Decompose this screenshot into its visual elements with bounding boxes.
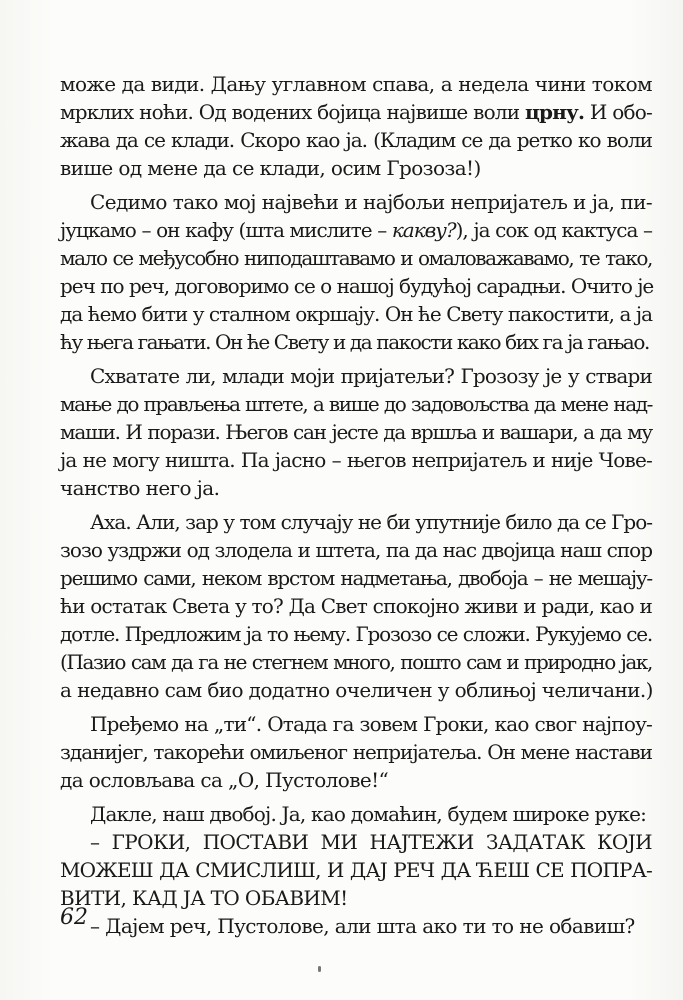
text-line	[60, 508, 652, 536]
italic-word: какву?	[391, 218, 456, 242]
text-line	[60, 70, 652, 98]
text-line	[60, 766, 652, 794]
text-line	[60, 648, 652, 676]
text-line	[60, 884, 652, 912]
text-line	[60, 564, 652, 592]
text-line	[60, 828, 652, 856]
text-line	[60, 188, 652, 216]
text-span: ћи остатак Света у то? Да Свет спокојно живи и ради, као и	[60, 594, 652, 618]
text-span: жава да се клади. Скоро као ја. (Кладим се да ретко ко воли	[60, 128, 652, 152]
text-span: зданијег, такорећи омиљеног непријатеља. Он мене настави	[60, 740, 652, 764]
text-line	[60, 300, 652, 328]
text-line	[60, 390, 652, 418]
text-span: реч по реч, договоримо се о нашој будућој сарадњи. Очито је	[60, 274, 654, 298]
text-line	[60, 474, 652, 502]
text-span: да ћемо бити у сталном окршају. Он ће Свету пакостити, а ја	[60, 302, 652, 326]
text-line	[60, 244, 652, 272]
text-span: Пређемо на „ти“. Отада га зовем Гроки, као свог најпоу-	[90, 712, 652, 736]
text-span: Седимо тако мој највећи и најбољи непријатељ и ја, пи-	[90, 190, 652, 214]
text-span: дотле. Предложим ја то њему. Грозозо се сложи. Рукујемо се.	[60, 622, 652, 646]
text-line	[60, 328, 652, 356]
text-span: МОЖЕШ ДА СМИСЛИШ, И ДАЈ РЕЧ ДА ЋЕШ СЕ ПОПРА-	[60, 858, 652, 882]
text-span: ВИТИ, КАД ЈА ТО ОБАВИМ!	[60, 886, 348, 910]
text-span: решимо сами, неком врстом надметања, двобоја – не мешају-	[60, 566, 652, 590]
text-span: да ословљава са „О, Пустолове!“	[60, 768, 389, 792]
text-line	[60, 272, 652, 300]
text-span: ја не могу ништа. Па јасно – његов непријатељ и није Човe-	[60, 448, 652, 472]
text-span: – ГРОКИ, ПОСТАВИ МИ НАЈТЕЖИ ЗАДАТАК КОЈИ	[90, 830, 652, 854]
text-line	[60, 362, 652, 390]
text-span: И обо-	[584, 100, 652, 124]
text-span: Дакле, наш двобој. Ја, као домаћин, будем широке руке:	[90, 802, 647, 826]
paper-speck	[318, 966, 321, 972]
text-line	[60, 418, 652, 446]
text-line	[60, 98, 652, 126]
text-span: ћу њега гањати. Он ће Свету и да пакости како бих га ја гањао.	[60, 330, 649, 354]
text-line	[60, 126, 652, 154]
text-span: мрклих ноћи. Од водених бојица највише воли	[60, 100, 526, 124]
text-line	[60, 738, 652, 766]
text-line	[60, 676, 652, 704]
text-line	[60, 912, 652, 940]
body-text	[60, 70, 652, 940]
text-span: зозо уздржи од злодела и штета, па да нас двојица наш спор	[60, 538, 652, 562]
text-line	[60, 536, 652, 564]
text-span: може да види. Дању углавном спава, а недела чини током	[60, 72, 652, 96]
text-span: јуцкамо – он кафу (шта мислите –	[60, 218, 392, 242]
text-span: – Дајем реч, Пустолове, али шта ако ти то не обавиш?	[90, 914, 635, 938]
text-span: више од мене да се клади, осим Грозоза!)	[60, 156, 481, 180]
text-span: ), ја сок од кактуса –	[455, 218, 652, 242]
text-line	[60, 446, 652, 474]
text-line	[60, 154, 652, 182]
text-span: а недавно сам био додатно очеличен у облињој челичани.)	[60, 678, 653, 702]
text-line	[60, 800, 652, 828]
text-span: мало се међусобно ниподаштавамо и омаловажавамо, те тако,	[60, 246, 652, 270]
text-line	[60, 592, 652, 620]
text-line	[60, 856, 652, 884]
page-number: 62	[60, 905, 88, 930]
text-span: Схватате ли, млади моји пријатељи? Грозозу је у ствари	[90, 364, 652, 388]
text-span: маши. И порази. Његов сан јесте да вршља и вашари, а да му	[60, 420, 652, 444]
bold-word: црну.	[525, 100, 585, 124]
text-span: чанство него ја.	[60, 476, 220, 500]
text-span: Аха. Али, зар у том случају не би упутније било да се Гро-	[90, 510, 652, 534]
text-span: мање до прављења штете, а више до задовољства да мене над-	[60, 392, 652, 416]
text-line	[60, 216, 652, 244]
text-span: (Пазио сам да га не стегнем много, пошто сам и природно јак,	[60, 650, 652, 674]
text-line	[60, 620, 652, 648]
text-line	[60, 710, 652, 738]
